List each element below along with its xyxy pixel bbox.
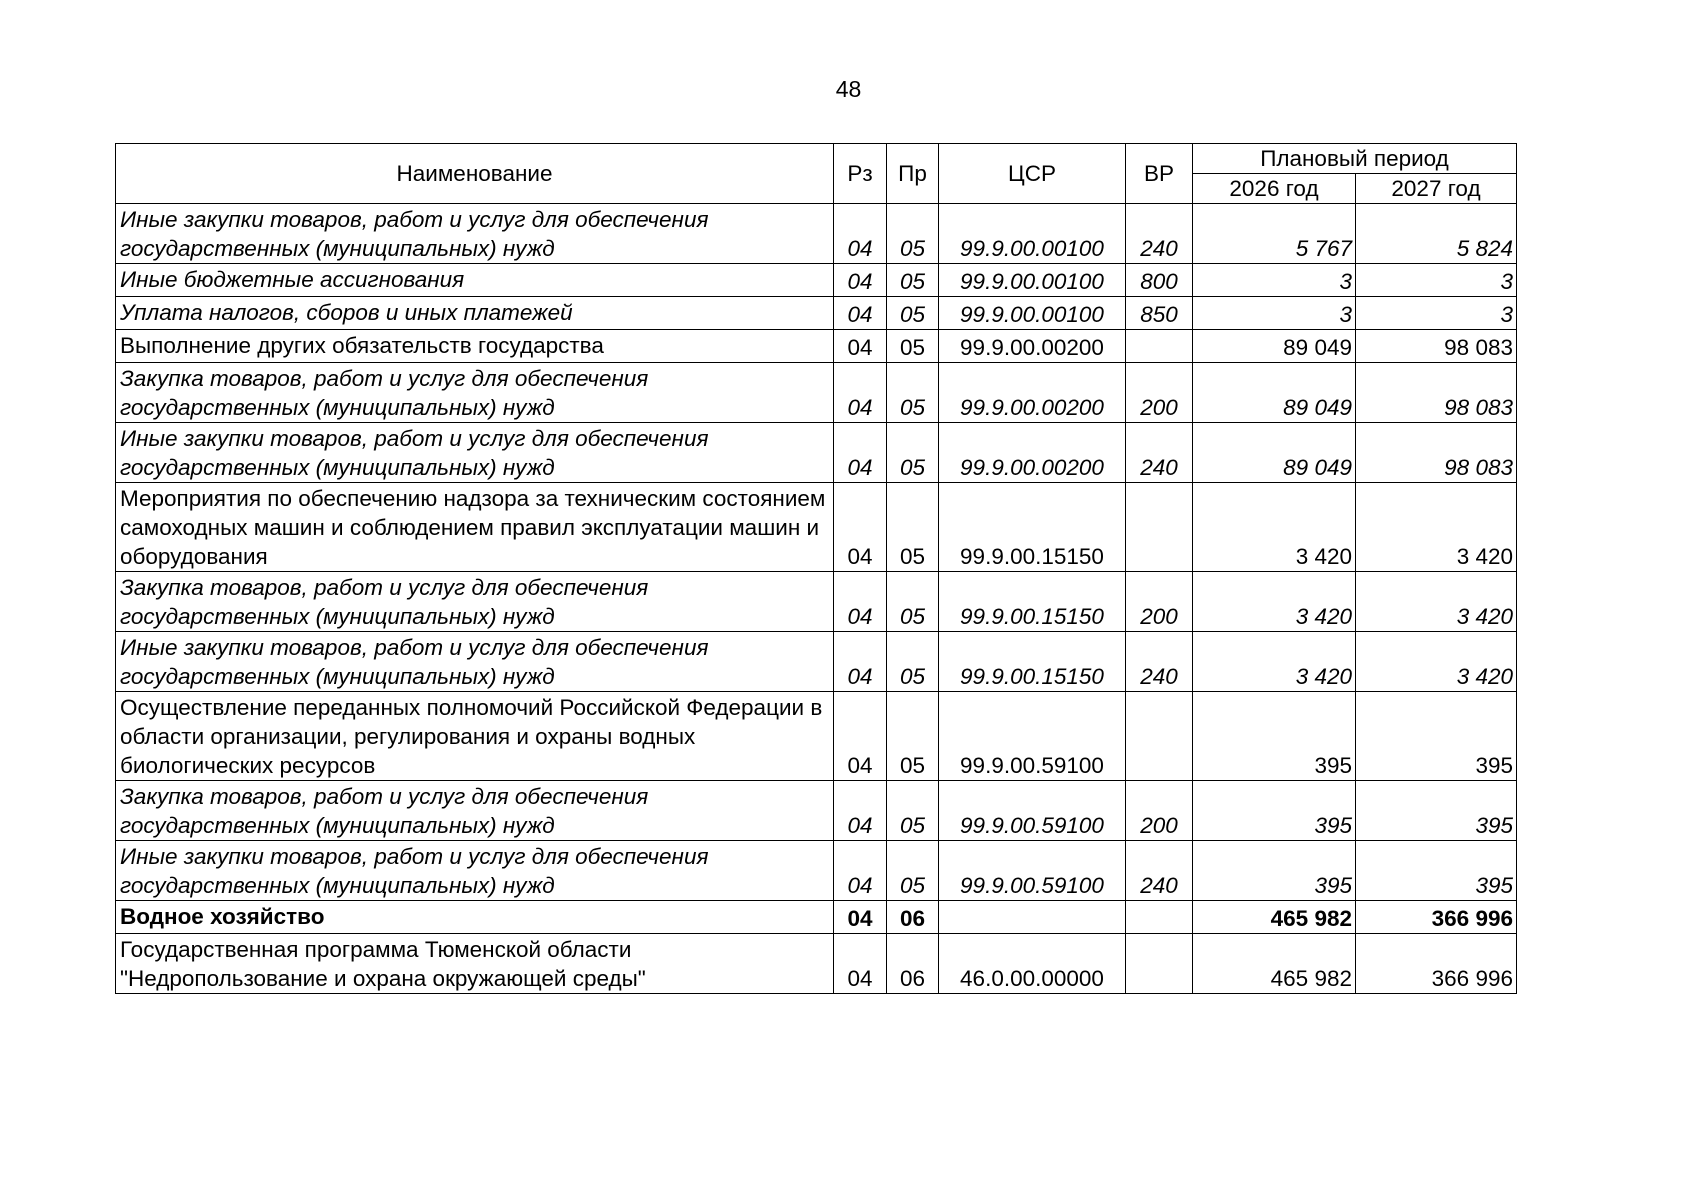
- row-name: Государственная программа Тюменской области "Недропользование и охрана окружающей среды": [116, 934, 834, 994]
- row-pr: 05: [887, 204, 939, 264]
- row-rz: 04: [834, 330, 887, 363]
- row-rz: 04: [834, 204, 887, 264]
- row-value-2027: 5 824: [1356, 204, 1517, 264]
- row-name: Уплата налогов, сборов и иных платежей: [116, 297, 834, 330]
- header-year-2026: 2026 год: [1193, 174, 1356, 204]
- header-name: Наименование: [116, 144, 834, 204]
- row-value-2027: 395: [1356, 841, 1517, 901]
- row-value-2026: 3: [1193, 264, 1356, 297]
- row-vr: 200: [1126, 572, 1193, 632]
- row-vr: 240: [1126, 632, 1193, 692]
- row-vr: 240: [1126, 423, 1193, 483]
- row-rz: 04: [834, 297, 887, 330]
- table-row: [116, 297, 1517, 330]
- table-row: [116, 692, 1517, 781]
- row-value-2027: 3 420: [1356, 572, 1517, 632]
- row-pr: 05: [887, 264, 939, 297]
- row-rz: 04: [834, 632, 887, 692]
- row-name: Закупка товаров, работ и услуг для обеспечения государственных (муниципальных) нужд: [116, 781, 834, 841]
- row-pr: 05: [887, 632, 939, 692]
- row-vr: 240: [1126, 841, 1193, 901]
- row-name: Иные закупки товаров, работ и услуг для обеспечения государственных (муниципальных) нужд: [116, 204, 834, 264]
- row-pr: 06: [887, 901, 939, 934]
- row-value-2027: 98 083: [1356, 330, 1517, 363]
- row-value-2027: 366 996: [1356, 934, 1517, 994]
- row-pr: 05: [887, 483, 939, 572]
- row-csr: 99.9.00.59100: [939, 781, 1126, 841]
- header-pr: Пр: [887, 144, 939, 204]
- table-row: [116, 363, 1517, 423]
- row-vr: 200: [1126, 363, 1193, 423]
- row-value-2026: 3 420: [1193, 483, 1356, 572]
- table-row: [116, 841, 1517, 901]
- row-rz: 04: [834, 572, 887, 632]
- row-value-2026: 395: [1193, 781, 1356, 841]
- table-header: [116, 144, 1517, 204]
- row-csr: 99.9.00.15150: [939, 483, 1126, 572]
- row-rz: 04: [834, 901, 887, 934]
- row-vr: 200: [1126, 781, 1193, 841]
- row-rz: 04: [834, 423, 887, 483]
- header-rz: Рз: [834, 144, 887, 204]
- row-csr: 46.0.00.00000: [939, 934, 1126, 994]
- row-vr: [1126, 330, 1193, 363]
- row-value-2026: 3 420: [1193, 572, 1356, 632]
- row-value-2027: 3: [1356, 264, 1517, 297]
- row-name: Иные закупки товаров, работ и услуг для обеспечения государственных (муниципальных) нужд: [116, 423, 834, 483]
- row-rz: 04: [834, 934, 887, 994]
- row-csr: 99.9.00.00200: [939, 363, 1126, 423]
- table-row: [116, 483, 1517, 572]
- row-name: Закупка товаров, работ и услуг для обеспечения государственных (муниципальных) нужд: [116, 572, 834, 632]
- row-vr: 240: [1126, 204, 1193, 264]
- row-vr: [1126, 692, 1193, 781]
- row-csr: 99.9.00.59100: [939, 692, 1126, 781]
- row-value-2027: 395: [1356, 692, 1517, 781]
- row-name: Осуществление переданных полномочий Российской Федерации в области организации, регулирования и охраны водных биологических ресурсов: [116, 692, 834, 781]
- row-csr: 99.9.00.00200: [939, 423, 1126, 483]
- row-value-2027: 395: [1356, 781, 1517, 841]
- row-value-2026: 3: [1193, 297, 1356, 330]
- row-value-2026: 89 049: [1193, 423, 1356, 483]
- row-csr: 99.9.00.00200: [939, 330, 1126, 363]
- row-value-2026: 5 767: [1193, 204, 1356, 264]
- header-planned-period: Плановый период: [1193, 144, 1517, 174]
- row-value-2026: 395: [1193, 841, 1356, 901]
- table-body: [116, 204, 1517, 994]
- row-value-2027: 98 083: [1356, 363, 1517, 423]
- row-csr: 99.9.00.59100: [939, 841, 1126, 901]
- row-value-2026: 3 420: [1193, 632, 1356, 692]
- table-row: [116, 781, 1517, 841]
- budget-table: [115, 143, 1517, 994]
- row-name: Иные закупки товаров, работ и услуг для обеспечения государственных (муниципальных) нужд: [116, 841, 834, 901]
- row-value-2027: 98 083: [1356, 423, 1517, 483]
- row-value-2026: 89 049: [1193, 363, 1356, 423]
- row-name: Закупка товаров, работ и услуг для обеспечения государственных (муниципальных) нужд: [116, 363, 834, 423]
- row-value-2026: 465 982: [1193, 934, 1356, 994]
- row-rz: 04: [834, 363, 887, 423]
- row-rz: 04: [834, 781, 887, 841]
- row-name: Выполнение других обязательств государства: [116, 330, 834, 363]
- row-name: Водное хозяйство: [116, 901, 834, 934]
- row-vr: [1126, 934, 1193, 994]
- table-row: [116, 330, 1517, 363]
- row-vr: 850: [1126, 297, 1193, 330]
- table-row: [116, 632, 1517, 692]
- row-pr: 05: [887, 572, 939, 632]
- row-rz: 04: [834, 692, 887, 781]
- row-pr: 05: [887, 692, 939, 781]
- row-value-2027: 3: [1356, 297, 1517, 330]
- row-csr: 99.9.00.15150: [939, 632, 1126, 692]
- row-vr: [1126, 483, 1193, 572]
- row-value-2026: 395: [1193, 692, 1356, 781]
- row-csr: 99.9.00.00100: [939, 264, 1126, 297]
- row-value-2027: 3 420: [1356, 483, 1517, 572]
- row-name: Иные закупки товаров, работ и услуг для обеспечения государственных (муниципальных) нужд: [116, 632, 834, 692]
- table-row: [116, 934, 1517, 994]
- row-rz: 04: [834, 483, 887, 572]
- table-row: [116, 901, 1517, 934]
- row-value-2026: 465 982: [1193, 901, 1356, 934]
- table-row: [116, 423, 1517, 483]
- row-rz: 04: [834, 841, 887, 901]
- row-pr: 05: [887, 297, 939, 330]
- row-pr: 06: [887, 934, 939, 994]
- row-value-2027: 366 996: [1356, 901, 1517, 934]
- header-csr: ЦСР: [939, 144, 1126, 204]
- page-number: 48: [835, 76, 862, 102]
- row-csr: 99.9.00.15150: [939, 572, 1126, 632]
- table-row: [116, 264, 1517, 297]
- row-pr: 05: [887, 330, 939, 363]
- row-value-2027: 3 420: [1356, 632, 1517, 692]
- row-vr: [1126, 901, 1193, 934]
- row-csr: [939, 901, 1126, 934]
- row-vr: 800: [1126, 264, 1193, 297]
- header-year-2027: 2027 год: [1356, 174, 1517, 204]
- header-vr: ВР: [1126, 144, 1193, 204]
- row-pr: 05: [887, 781, 939, 841]
- row-pr: 05: [887, 841, 939, 901]
- row-pr: 05: [887, 423, 939, 483]
- table-row: [116, 204, 1517, 264]
- row-csr: 99.9.00.00100: [939, 297, 1126, 330]
- row-rz: 04: [834, 264, 887, 297]
- row-name: Мероприятия по обеспечению надзора за техническим состоянием самоходных машин и соблюдением правил эксплуатации машин и оборудования: [116, 483, 834, 572]
- row-name: Иные бюджетные ассигнования: [116, 264, 834, 297]
- row-value-2026: 89 049: [1193, 330, 1356, 363]
- row-csr: 99.9.00.00100: [939, 204, 1126, 264]
- row-pr: 05: [887, 363, 939, 423]
- table-row: [116, 572, 1517, 632]
